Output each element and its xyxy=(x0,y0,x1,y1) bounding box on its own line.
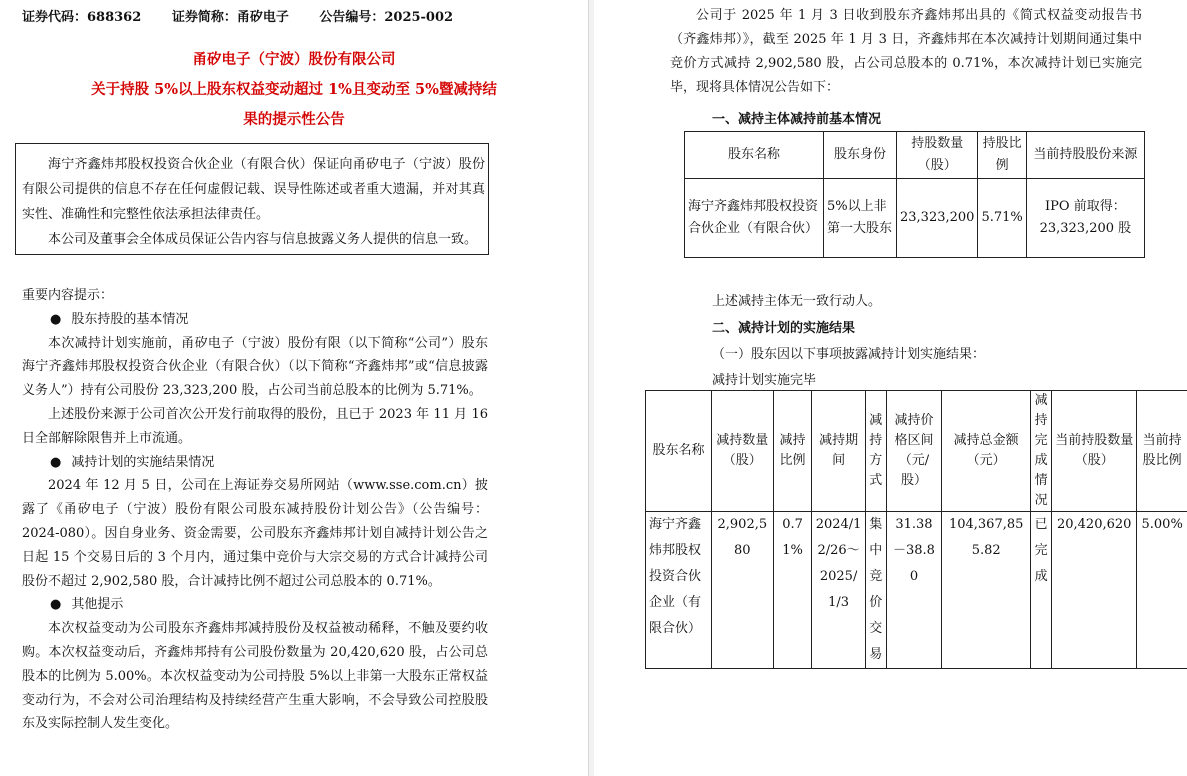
table-header-cell: 持股数量（股） xyxy=(897,132,978,179)
table-cell: 104,367,855.82 xyxy=(942,512,1031,669)
intro-paragraph: 公司于 2025 年 1 月 3 日收到股东齐鑫炜邦出具的《简式权益变动报告书（齐鑫炜邦）》，截至 2025 年 1 月 3 日，齐鑫炜邦在本次减持计划期间通过集中竞价方式减持 2,902,580 股，占公司总股本的 0.71%，本次减持计划已实施完毕，现将具体情况公告如下： xyxy=(670,8,1142,95)
table-header-cell: 当前持股股份来源 xyxy=(1026,132,1144,179)
reduction-result-table xyxy=(645,390,1187,669)
table-cell: 20,420,620 xyxy=(1052,512,1137,669)
table-cell: IPO 前取得：23,323,200 股 xyxy=(1026,179,1144,258)
securities-code: 证券代码：688362 xyxy=(22,10,142,25)
table-header-cell: 减持期间 xyxy=(812,391,865,512)
table-header-cell: 减持完成情况 xyxy=(1031,391,1052,512)
bullet-icon: ● xyxy=(50,454,62,470)
pre-reduction-table xyxy=(684,131,1145,258)
table-cell: 23,323,200 xyxy=(897,179,978,258)
key-points-section xyxy=(22,284,488,736)
table-cell: 已完成 xyxy=(1031,512,1052,669)
table-header-row xyxy=(685,132,1145,179)
table-cell: 5.00% xyxy=(1137,512,1187,669)
section-2-heading: 二、减持计划的实施结果 xyxy=(712,321,856,336)
table-cell: 0.71% xyxy=(773,512,812,669)
table-header-cell: 减持价格区间（元/股） xyxy=(886,391,941,512)
table-cell: 2024/12/26～2025/1/3 xyxy=(812,512,865,669)
table-cell: 海宁齐鑫炜邦股权投资合伙企业（有限合伙） xyxy=(646,512,712,669)
table-header-cell: 减持比例 xyxy=(773,391,812,512)
document-page-left xyxy=(0,0,589,776)
subsection-1-line: （一）股东因以下事项披露减持计划实施结果： xyxy=(712,347,986,362)
table-cell: 5.71% xyxy=(978,179,1026,258)
table-cell: 海宁齐鑫炜邦股权投资合伙企业（有限合伙） xyxy=(685,179,824,258)
bullet-icon: ● xyxy=(50,597,62,613)
table-row xyxy=(646,512,1187,669)
bullet-reduction-result: ● 减持计划的实施结果情况 xyxy=(50,454,215,470)
table-header-row xyxy=(646,391,1187,512)
notice-title-line1: 关于持股 5%以上股东权益变动超过 1%且变动至 5%暨减持结 xyxy=(91,81,497,98)
bullet-other-notes: ● 其他提示 xyxy=(50,597,124,613)
disclaimer-paragraph-1: 海宁齐鑫炜邦股权投资合伙企业（有限合伙）保证向甬矽电子（宁波）股份有限公司提供的信息不存在任何虚假记载、误导性陈述或者重大遗漏，并对其真实性、准确性和完整性依法承担法律责任。 xyxy=(22,157,485,222)
table-header-cell: 减持总金额（元） xyxy=(942,391,1031,512)
paragraph-shareholding: 本次减持计划实施前，甬矽电子（宁波）股份有限（以下简称“公司”）股东海宁齐鑫炜邦股权投资合伙企业（有限合伙）（以下简称“齐鑫炜邦”或“信息披露义务人”）持有公司股份 23,323,200 股，占公司当前总股本的比例为 5.71%。 xyxy=(22,335,488,399)
notice-title-line2: 果的提示性公告 xyxy=(243,111,345,128)
company-title: 甬矽电子（宁波）股份有限公司 xyxy=(192,51,396,68)
bullet-shareholding: ● 股东持股的基本情况 xyxy=(50,311,189,327)
table-header-cell: 股东名称 xyxy=(646,391,712,512)
table-cell: 5%以上非第一大股东 xyxy=(824,179,897,258)
section-1-heading: 一、减持主体减持前基本情况 xyxy=(712,112,882,127)
table-cell: 集中竞价交易 xyxy=(865,512,886,669)
disclaimer-box xyxy=(15,143,489,255)
table-header-cell: 股东名称 xyxy=(685,132,824,179)
disclaimer-paragraph-2: 本公司及董事会全体成员保证公告内容与信息披露义务人提供的信息一致。 xyxy=(48,232,478,247)
paragraph-share-source: 上述股份来源于公司首次公开发行前取得的股份，且已于 2023 年 11 月 16 日全部解除限售并上市流通。 xyxy=(22,406,488,446)
table-header-cell: 减持数量（股） xyxy=(711,391,773,512)
plan-completed-line: 减持计划实施完毕 xyxy=(712,373,817,388)
table-cell: 31.38－38.80 xyxy=(886,512,941,669)
no-concert-party-note: 上述减持主体无一致行动人。 xyxy=(712,294,882,309)
table-header-cell: 股东身份 xyxy=(824,132,897,179)
securities-short-name: 证券简称：甬矽电子 xyxy=(171,10,289,25)
table-row xyxy=(685,179,1145,258)
paragraph-reduction-plan: 2024 年 12 月 5 日，公司在上海证券交易所网站（www.sse.com.cn）披露了《甬矽电子（宁波）股份有限公司股东减持股份计划公告》（公告编号：2024-080）。因自身业务、资金需要，公司股东齐鑫炜邦计划自减持计划公告之日起 15 个交易日后的 3 个月内，通过集中竞价与大宗交易的方式合计减持公司股份不超过 2,902,580 股，合计减持比例不超过公司总股本的 0.71%。 xyxy=(22,478,488,589)
table-header-cell: 当前持股比例 xyxy=(1137,391,1187,512)
table-header-cell: 减持方式 xyxy=(865,391,886,512)
key-points-heading: 重要内容提示： xyxy=(22,288,114,303)
bullet-icon: ● xyxy=(50,311,62,327)
table-cell: 2,902,580 xyxy=(711,512,773,669)
notice-number: 公告编号：2025-002 xyxy=(319,10,454,25)
table-header-cell: 持股比例 xyxy=(978,132,1026,179)
paragraph-equity-change: 本次权益变动为公司股东齐鑫炜邦减持股份及权益被动稀释，不触及要约收购。本次权益变动后，齐鑫炜邦持有公司股份数量为 20,420,620 股，占公司总股本的比例为 5.00%。本次权益变动为公司持股 5%以上非第一大股东正常权益变动行为，不会对公司治理结构及持续经营产生重大影响，不会导致公司控股股东及实际控制人发生变化。 xyxy=(22,621,488,732)
table-header-cell: 当前持股数量（股） xyxy=(1052,391,1137,512)
document-header xyxy=(22,6,479,25)
